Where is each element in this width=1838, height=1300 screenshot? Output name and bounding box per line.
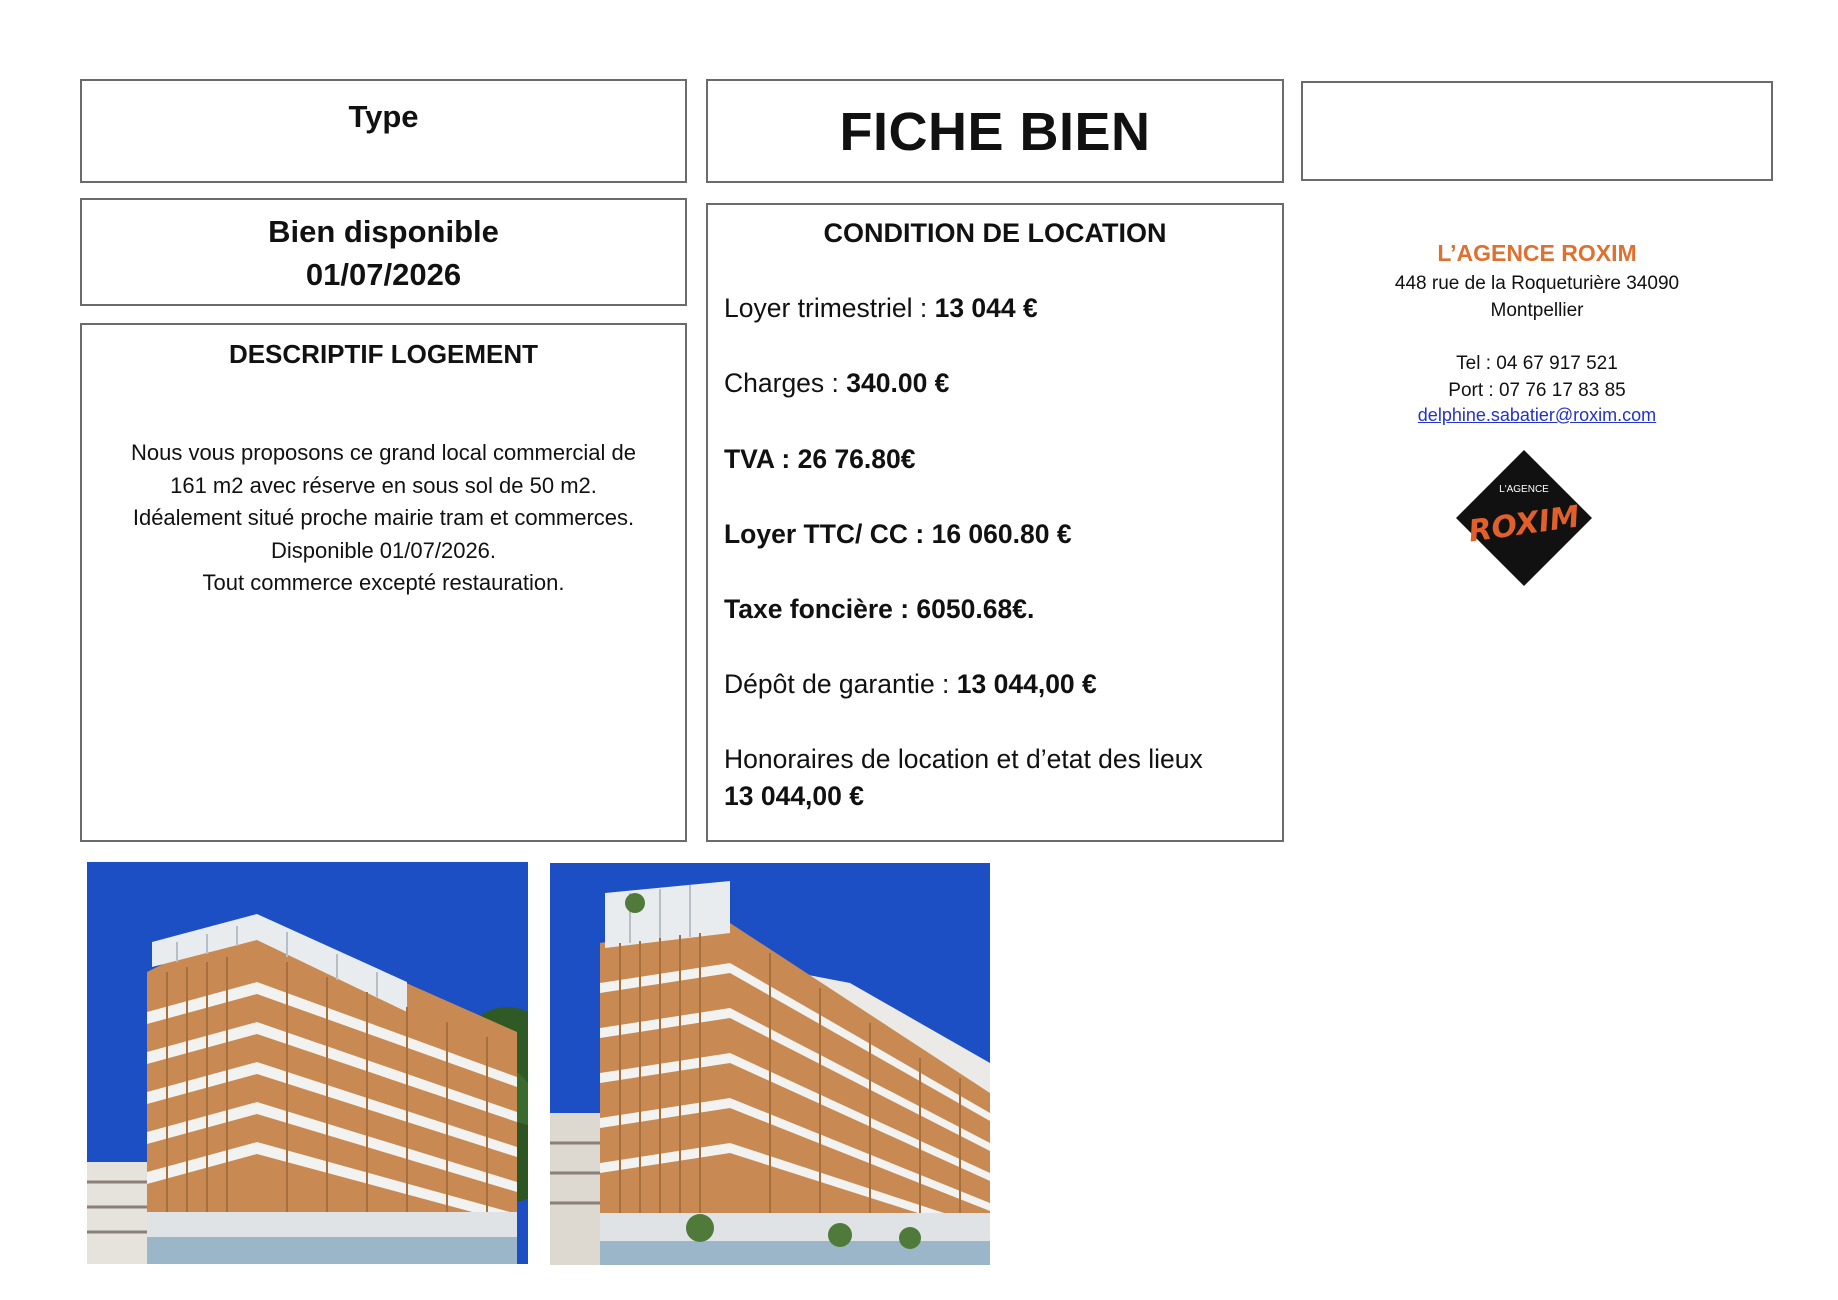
building-photo-2 [550,863,990,1265]
description-line: 161 m2 avec réserve en sous sol de 50 m2. [170,472,597,498]
title-box [706,79,1284,183]
agency-address-line1: 448 rue de la Roqueturière 34090 [1394,273,1680,294]
type-label: Type [348,99,419,134]
taxe-fonciere-row: Taxe foncière : 6050.68€. [724,594,1035,624]
charges-row [724,368,949,399]
description-box [80,323,687,842]
agency-name: L’AGENCE ROXIM [1437,240,1637,266]
building-photo-1 [87,862,528,1264]
description-line: Idéalement situé proche mairie tram et commerces. [132,505,635,530]
loyer-label: Loyer trimestriel : [724,293,935,323]
depot-value: 13 044,00 € [956,669,1097,699]
availability-label: Bien disponible [268,214,499,249]
description-text [94,437,673,600]
page-title: FICHE BIEN [839,102,1151,162]
building-image-2 [550,863,990,1265]
honoraires-label: Honoraires de location et d’etat des lieux [724,744,1203,774]
roxim-logo [1456,450,1592,586]
type-box [80,79,687,183]
agency-tel: Tel : 04 67 917 521 [1456,353,1618,374]
description-line: Disponible 01/07/2026. [270,537,497,563]
description-line: Nous vous proposons ce grand local commercial de [130,440,637,465]
logo-big-text: ROXIM [1466,499,1582,550]
description-heading: DESCRIPTIF LOGEMENT [228,339,539,369]
availability-box [80,198,687,306]
honoraires-value: 13 044,00 € [724,781,864,811]
charges-label: Charges : [724,368,847,398]
conditions-box [706,203,1284,842]
charges-value: 340.00 € [846,368,950,398]
depot-label: Dépôt de garantie : [724,669,957,699]
tva-row: TVA : 26 76.80€ [724,444,916,474]
agency-address-line2: Montpellier [1490,300,1584,321]
availability-date: 01/07/2026 [305,257,462,292]
depot-row [724,669,1097,700]
agency-email-link[interactable]: delphine.sabatier@roxim.com [1417,405,1657,425]
loyer-ttc-row: Loyer TTC/ CC : 16 060.80 € [724,519,1072,549]
conditions-heading: CONDITION DE LOCATION [823,218,1167,248]
building-image-1 [87,862,528,1264]
loyer-row [724,293,1038,324]
agency-port: Port : 07 76 17 83 85 [1448,380,1626,401]
empty-box [1301,81,1773,181]
description-line: Tout commerce excepté restauration. [202,570,565,595]
logo-small-text: L'AGENCE [1499,484,1549,495]
loyer-value: 13 044 € [934,293,1038,323]
